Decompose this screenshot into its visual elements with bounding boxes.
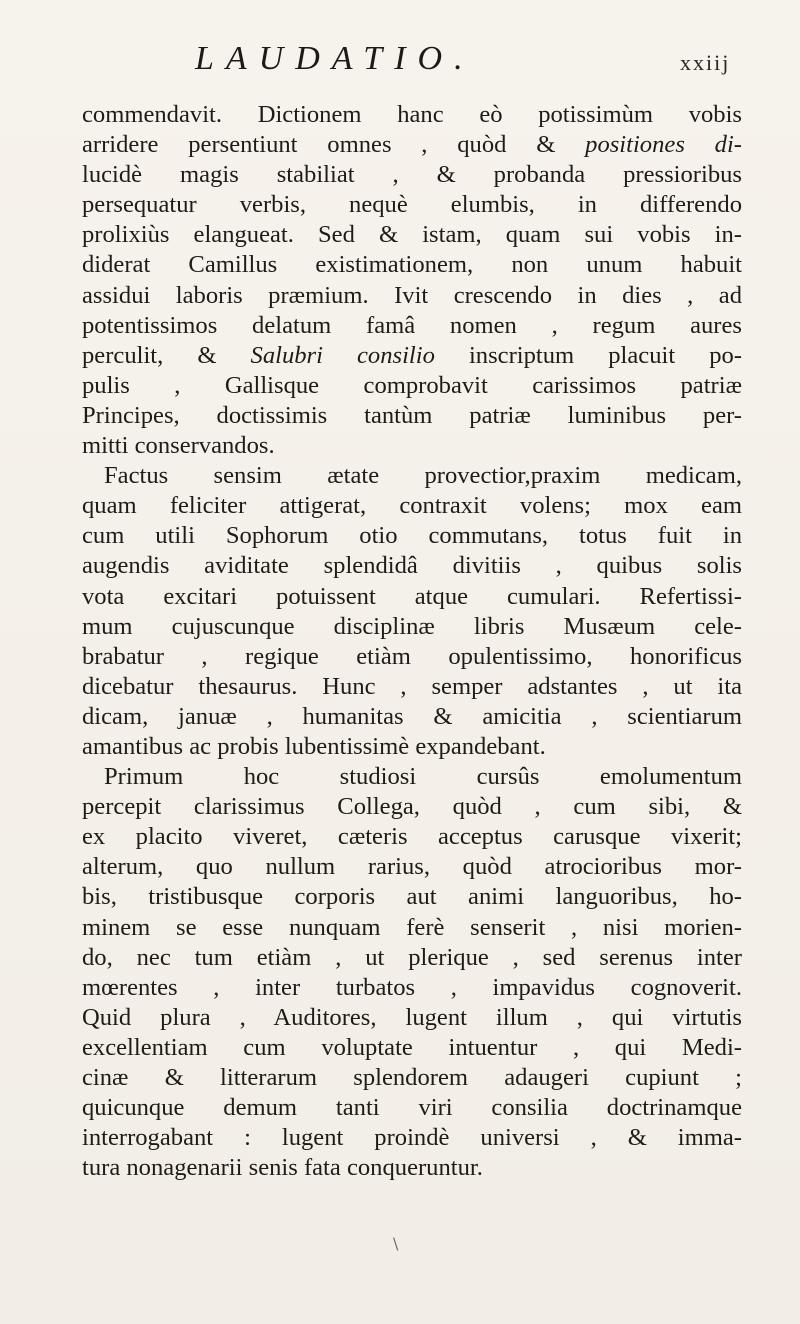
text-line: tura nonagenarii senis fata conqueruntur. <box>82 1154 483 1182</box>
text-line: mitti conservandos. <box>82 432 275 460</box>
text-segment: inscriptum placuit po- <box>434 341 742 369</box>
text-line <box>82 130 742 160</box>
text-line: brabatur , regique etiàm opulentissimo, honorificus <box>82 642 742 670</box>
text-line: Factus sensim ætate provectior,praxim medicam, <box>104 462 742 490</box>
italic-phrase: positiones di- <box>585 131 742 159</box>
text-line: ex placito viveret, cæteris acceptus carusque vixerit; <box>82 823 742 851</box>
bottom-mark: \ <box>393 1234 399 1253</box>
text-line: Primum hoc studiosi cursûs emolumentum <box>104 763 742 791</box>
text-line: commendavit. Dictionem hanc eò potissimùm vobis <box>82 101 742 128</box>
text-line: dicebatur thesaurus. Hunc , semper adstantes , ut ita <box>82 672 742 700</box>
italic-phrase: Salubri consilio <box>250 341 435 369</box>
text-line: Principes, doctissimis tantùm patriæ luminibus per- <box>82 401 742 429</box>
text-line: augendis aviditate splendidâ divitiis , quibus solis <box>82 552 742 580</box>
text-line: mœrentes , inter turbatos , impavidus cognoverit. <box>82 973 742 1001</box>
text-line: diderat Camillus existimationem, non unum habuit <box>82 251 742 279</box>
text-line: do, nec tum etiàm , ut plerique , sed serenus inter <box>82 943 742 971</box>
text-segment: arridere persentiunt omnes , quòd & <box>82 131 586 159</box>
text-line: interrogabant : lugent proindè universi , & imma- <box>82 1124 742 1152</box>
text-line: quam feliciter attigerat, contraxit volens; mox eam <box>82 492 742 520</box>
text-line: bis, tristibusque corporis aut animi languoribus, ho- <box>82 883 742 911</box>
text-line: pulis , Gallisque comprobavit carissimos patriæ <box>82 371 742 399</box>
text-line: quicunque demum tanti viri consilia doctrinamque <box>82 1094 742 1122</box>
text-line: lucidè magis stabiliat , & probanda pressioribus <box>82 161 742 189</box>
text-line: minem se esse nunquam ferè senserit , nisi morien- <box>82 913 742 941</box>
text-line: amantibus ac probis lubentissimè expandebant. <box>82 732 546 760</box>
text-line: cinæ & litterarum splendorem adaugeri cupiunt ; <box>82 1064 742 1091</box>
text-line: alterum, quo nullum rarius, quòd atrocioribus mor- <box>82 853 742 881</box>
text-line: assidui laboris præmium. Ivit crescendo in dies , ad <box>82 281 742 309</box>
text-line: prolixiùs elangueat. Sed & istam, quam sui vobis in- <box>82 221 742 249</box>
text-line: potentissimos delatum famâ nomen , regum aures <box>82 311 742 339</box>
text-line <box>82 341 742 371</box>
text-line: dicam, januæ , humanitas & amicitia , scientiarum <box>82 702 742 730</box>
text-segment: perculit, & <box>82 341 251 369</box>
running-title: LAUDATIO. <box>195 40 475 77</box>
text-line: vota excitari potuissent atque cumulari. Refertissi- <box>82 582 742 610</box>
text-line: persequatur verbis, nequè elumbis, in differendo <box>82 191 742 219</box>
page-header <box>0 40 800 90</box>
body-text <box>82 100 742 1183</box>
page-number: xxiij <box>680 50 731 75</box>
text-line: mum cujuscunque disciplinæ libris Musæum cele- <box>82 612 742 640</box>
text-line: excellentiam cum voluptate intuentur , qui Medi- <box>82 1033 742 1061</box>
text-line: percepit clarissimus Collega, quòd , cum sibi, & <box>82 793 742 821</box>
text-line: cum utili Sophorum otio commutans, totus fuit in <box>82 522 742 550</box>
text-line: Quid plura , Auditores, lugent illum , qui virtutis <box>82 1003 742 1031</box>
